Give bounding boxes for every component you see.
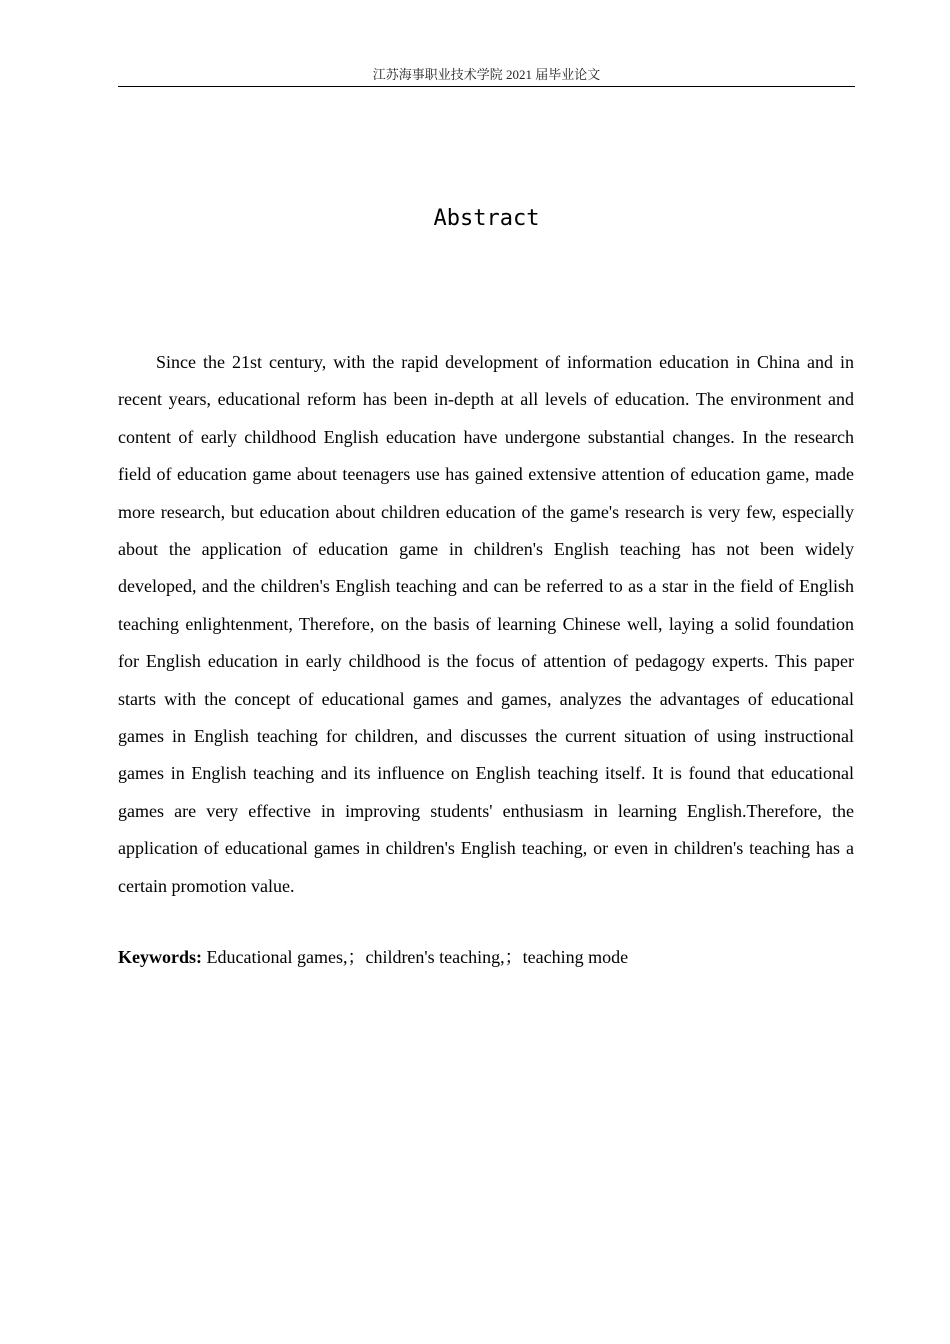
keywords-line [118, 942, 854, 972]
running-header: 江苏海事职业技术学院 2021 届毕业论文 [372, 67, 601, 82]
keywords-value: Educational games,；children's teaching,；teaching mode [202, 947, 629, 967]
keywords-label: Keywords: [118, 947, 202, 967]
abstract-paragraph: Since the 21st century, with the rapid development of information education in China and in recent years, educational reform has been in-depth at all levels of education. The environment and content of early childhood English education have undergone substantial changes. In the research field of education game about teenagers use has gained extensive attention of education game, made more research, but education about children education of the game's research is very few, especially about the application of education game in children's English teaching has not been widely developed, and the children's English teaching and can be referred to as a star in the field of English teaching enlightenment, Therefore, on the basis of learning Chinese well, laying a solid foundation for English education in early childhood is the focus of attention of pedagogy experts. This paper starts with the concept of educational games and games, analyzes the advantages of educational games in English teaching for children, and discusses the current situation of using instructional games in English teaching and its influence on English teaching itself. It is found that educational games are very effective in improving students' enthusiasm in learning English.Therefore, the application of educational games in children's English teaching, or even in children's teaching has a certain promotion value. [118, 352, 854, 896]
page-title: Abstract [433, 206, 540, 231]
header-divider [118, 86, 855, 87]
